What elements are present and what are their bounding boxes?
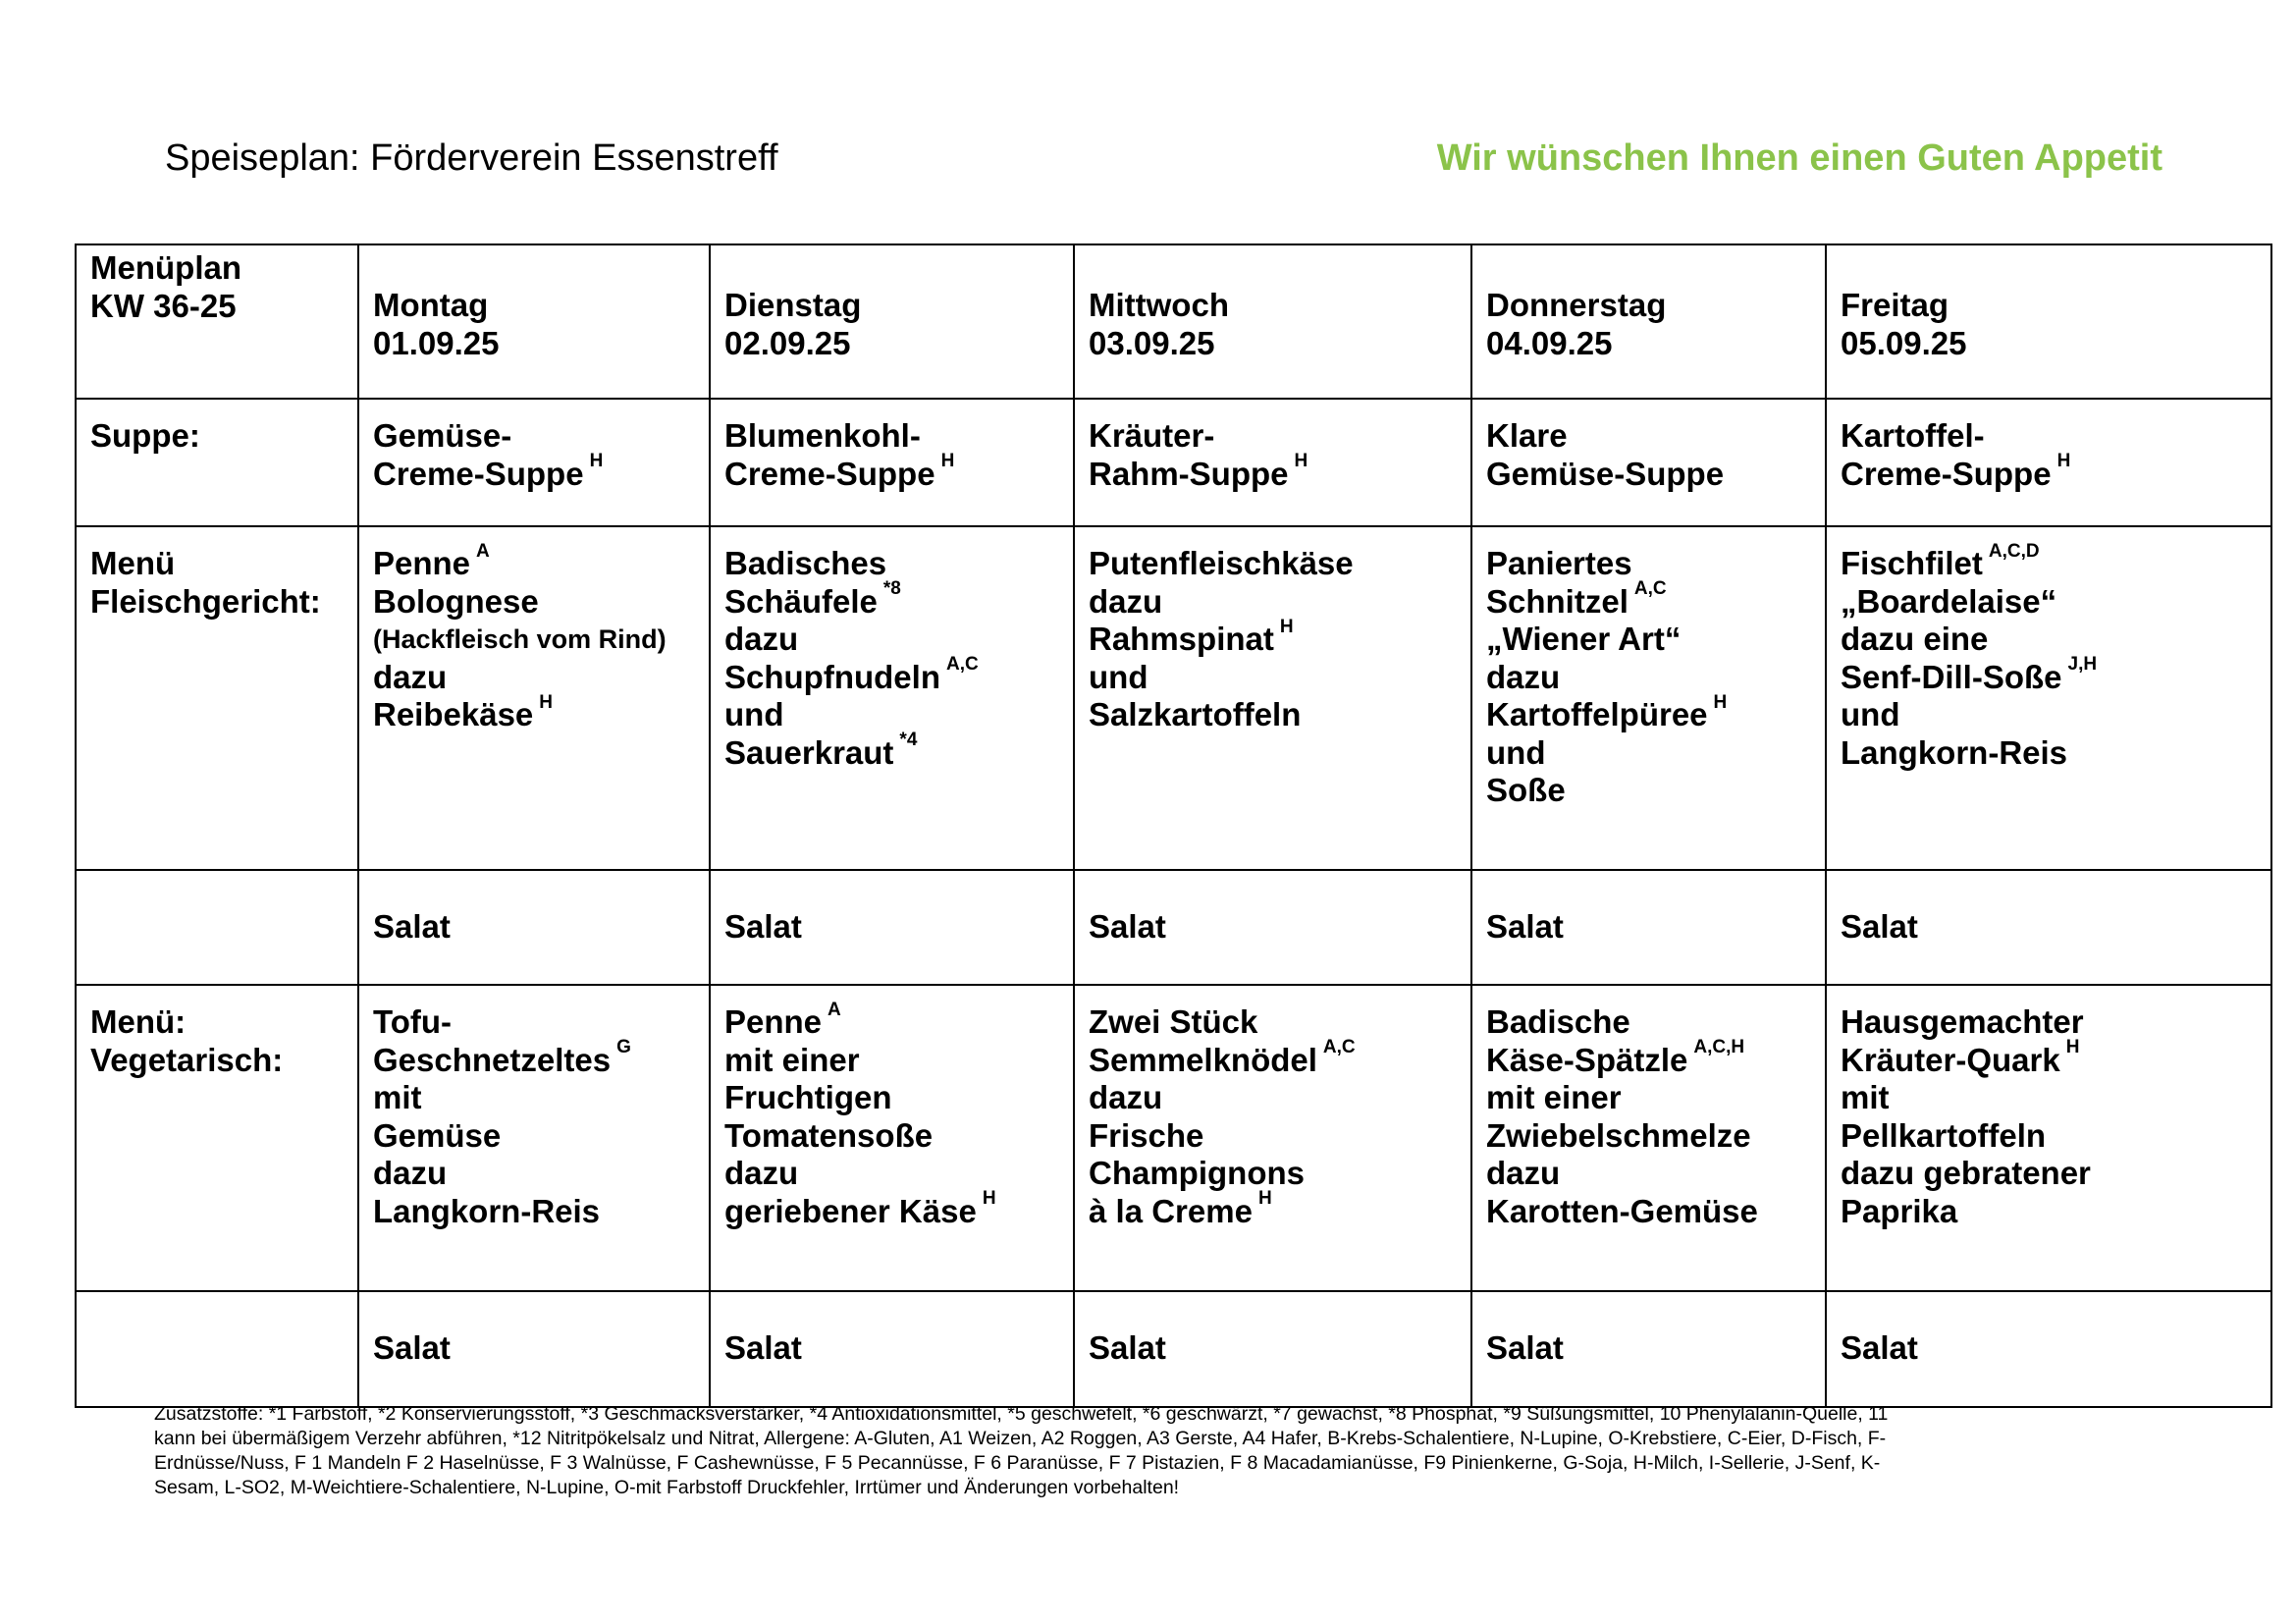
footnotes <box>154 1402 2147 1500</box>
allergen-code: G <box>616 1037 631 1058</box>
salad-row <box>76 1291 2271 1407</box>
meal-line <box>724 621 1059 659</box>
meal-line <box>373 621 695 659</box>
meal-line <box>1089 1188 1457 1231</box>
meal-text: Penne <box>373 545 471 581</box>
day-name: Mittwoch <box>1089 287 1229 323</box>
meal-text: Kartoffelpüree <box>1486 696 1708 732</box>
meal-text: Salat <box>1089 1329 1166 1366</box>
meal-line <box>724 451 1059 494</box>
meal-cell-wednesday <box>1074 985 1471 1291</box>
row-label <box>76 399 358 526</box>
footnote-line: Erdnüsse/Nuss, F 1 Mandeln F 2 Haselnüsse, F 3 Walnüsse, F Cashewnüsse, F 5 Pecannüsse, F 6 Paranüsse, F 7 Pistazien, F 8 Macadamianüsse, F9 Pinienkerne, G-Soja, H-Milch, I-Sellerie, J-Senf, K- <box>154 1452 1881 1474</box>
meal-text: Putenfleischkäse <box>1089 545 1354 581</box>
meal-text: Reibekäse <box>373 696 534 732</box>
meal-line <box>1486 1117 1811 1156</box>
meal-line <box>1841 654 2257 697</box>
meal-text: Gemüse-Suppe <box>1486 455 1725 492</box>
meal-text: Langkorn-Reis <box>373 1192 601 1229</box>
meal-text: Tofu- <box>373 1003 453 1040</box>
meal-line <box>1841 696 2257 734</box>
meal-line <box>1486 545 1811 583</box>
meal-cell-thursday <box>1471 1291 1826 1407</box>
meal-text: Rahm-Suppe <box>1089 455 1289 492</box>
meal-line <box>724 545 1059 583</box>
meal-text: dazu <box>724 1155 799 1191</box>
meal-line <box>724 696 1059 734</box>
meal-text: dazu <box>373 658 448 695</box>
meal-line <box>373 1193 695 1231</box>
meal-line <box>1841 1003 2257 1042</box>
meal-line <box>1089 659 1457 697</box>
vegetarian-row <box>76 985 2271 1291</box>
meal-line <box>1089 1117 1457 1156</box>
meal-text: dazu gebratener <box>1841 1155 2091 1191</box>
meal-line <box>1089 583 1457 622</box>
meal-text: Fischfilet <box>1841 545 1983 581</box>
meal-text: dazu <box>1089 1079 1163 1115</box>
meal-cell-thursday <box>1471 870 1826 985</box>
meal-line <box>373 1037 695 1080</box>
meal-text: Kräuter-Quark <box>1841 1041 2060 1078</box>
row-label <box>76 1291 358 1407</box>
meal-line <box>373 659 695 697</box>
allergen-code: H <box>1294 451 1308 472</box>
meal-text: Schnitzel <box>1486 582 1629 620</box>
meal-line <box>1486 1193 1811 1231</box>
meal-line <box>1089 908 1457 947</box>
day-name: Dienstag <box>724 287 862 323</box>
meal-cell-thursday <box>1471 526 1826 870</box>
meal-line <box>1486 1155 1811 1193</box>
meal-line <box>1089 417 1457 456</box>
meal-text: Blumenkohl- <box>724 417 921 454</box>
footnote-line: Sesam, L-SO2, M-Weichtiere-Schalentiere, N-Lupine, O-mit Farbstoff Druckfehler, Irrtümer und Änderungen vorbehalten! <box>154 1477 1180 1498</box>
row-label-text: Fleischgericht: <box>90 582 321 620</box>
meal-cell-tuesday <box>710 985 1074 1291</box>
week-cell <box>76 244 358 399</box>
meal-text: Salat <box>1841 908 1918 945</box>
allergen-code: H <box>2065 1037 2080 1058</box>
meal-line <box>1089 1329 1457 1368</box>
footnote-line: Zusatzstoffe: *1 Farbstoff, *2 Konservierungsstoff, *3 Geschmacksverstärker, *4 Antioxidationsmittel, *5 geschwefelt, *6 geschwärzt, *7 gewachst, *8 Phosphat, *9 Süßungsmittel, 10 Phenylalanin-Quelle, 11 <box>154 1403 1889 1425</box>
day-header-wednesday <box>1074 244 1471 399</box>
meal-text: mit <box>1841 1079 1890 1115</box>
meal-text: Klare <box>1486 417 1568 454</box>
meal-text: mit einer <box>1486 1079 1622 1115</box>
meal-text: Creme-Suppe <box>1841 455 2052 492</box>
meal-text: Pellkartoffeln <box>1841 1116 2047 1154</box>
meal-line <box>1486 578 1811 622</box>
meal-line <box>724 999 1059 1042</box>
meal-text: Creme-Suppe <box>373 455 584 492</box>
meal-cell-friday <box>1826 526 2271 870</box>
row-label-text: Vegetarisch: <box>90 1041 284 1078</box>
meal-line <box>724 1329 1059 1368</box>
meal-line <box>373 908 695 947</box>
day-date: 04.09.25 <box>1486 324 1613 361</box>
meal-text: Schupfnudeln <box>724 658 940 695</box>
meal-line <box>1841 451 2257 494</box>
meal-text: Soße <box>1486 772 1566 808</box>
allergen-code: J,H <box>2067 654 2098 676</box>
allergen-code: A,C <box>1322 1037 1356 1058</box>
day-header-friday <box>1826 244 2271 399</box>
meal-text: Paprika <box>1841 1192 1958 1229</box>
meal-text: mit einer <box>724 1041 860 1078</box>
meal-line <box>1486 908 1811 947</box>
row-label-text: Menü <box>90 545 176 581</box>
day-date: 03.09.25 <box>1089 324 1215 361</box>
meal-line <box>1486 734 1811 773</box>
meal-text: Salat <box>1089 908 1166 945</box>
day-name: Freitag <box>1841 287 1949 323</box>
meal-line <box>373 691 695 734</box>
day-header-thursday <box>1471 244 1826 399</box>
allergen-code: *4 <box>899 730 918 751</box>
meal-text: Paniertes <box>1486 545 1632 581</box>
day-name: Donnerstag <box>1486 287 1667 323</box>
meal-text: Schäufele <box>724 582 878 620</box>
allergen-code: H <box>589 451 604 472</box>
week-label: KW 36-25 <box>90 287 237 324</box>
meal-text: Bolognese <box>373 582 539 620</box>
salad-row <box>76 870 2271 985</box>
allergen-code: A,C,D <box>1988 540 2040 562</box>
meal-text: Salat <box>373 908 451 945</box>
meal-cell-friday <box>1826 870 2271 985</box>
meal-cell-thursday <box>1471 399 1826 526</box>
day-date: 01.09.25 <box>373 324 500 361</box>
footnote-line: kann bei übermäßigem Verzehr abführen, *12 Nitritpökelsalz und Nitrat, Allergene: A-Gluten, A1 Weizen, A2 Roggen, A3 Gerste, A4 Hafer, B-Krebs-Schalentiere, N-Lupine, O-Krebstiere, C-Eier, D-Fisch, F- <box>154 1428 1887 1449</box>
row-label <box>76 870 358 985</box>
meal-text: Creme-Suppe <box>724 455 935 492</box>
meal-line <box>724 578 1059 622</box>
meal-line <box>724 730 1059 773</box>
meal-cell-wednesday <box>1074 526 1471 870</box>
allergen-code: A,C <box>945 654 979 676</box>
meal-text: und <box>1089 658 1148 695</box>
meal-cell-tuesday <box>710 870 1074 985</box>
meal-line <box>1841 1155 2257 1193</box>
meal-text: Gemüse- <box>373 417 512 454</box>
meal-line <box>1841 1329 2257 1368</box>
meal-text: Hausgemachter <box>1841 1003 2084 1040</box>
meal-line <box>724 1117 1059 1156</box>
meal-cell-friday <box>1826 1291 2271 1407</box>
meal-line <box>373 583 695 622</box>
meal-cell-wednesday <box>1074 1291 1471 1407</box>
meal-line <box>1841 417 2257 456</box>
meal-line <box>1089 1037 1457 1080</box>
meal-text: Salat <box>1486 1329 1564 1366</box>
meal-text: und <box>1841 696 1900 732</box>
meal-text: Penne <box>724 1003 823 1040</box>
meat-row <box>76 526 2271 870</box>
meal-text: dazu eine <box>1841 621 1989 657</box>
soup-row <box>76 399 2271 526</box>
meal-text: Salat <box>1486 908 1564 945</box>
meal-text: Karotten-Gemüse <box>1486 1192 1758 1229</box>
row-label-text: Suppe: <box>90 417 200 454</box>
meal-line <box>724 908 1059 947</box>
meal-line <box>1089 1079 1457 1117</box>
meal-line <box>1841 1079 2257 1117</box>
meal-text: Champignons <box>1089 1155 1305 1191</box>
meal-text: Tomatensoße <box>724 1116 934 1154</box>
allergen-code: H <box>1279 616 1294 637</box>
meal-cell-monday <box>358 1291 710 1407</box>
meal-line <box>373 540 695 583</box>
meal-cell-tuesday <box>710 526 1074 870</box>
day-name: Montag <box>373 287 489 323</box>
menu-table <box>75 244 2272 1408</box>
meal-line <box>1089 1003 1457 1042</box>
meal-cell-wednesday <box>1074 399 1471 526</box>
meal-line <box>1841 583 2257 622</box>
meal-text: Geschnetzeltes <box>373 1041 612 1078</box>
meal-text: à la Creme <box>1089 1192 1253 1229</box>
meal-line <box>1486 1037 1811 1080</box>
meal-line <box>724 1042 1059 1080</box>
allergen-code: H <box>1257 1188 1272 1210</box>
meal-line <box>1486 621 1811 659</box>
meal-line <box>1089 1155 1457 1193</box>
meal-line <box>373 1117 695 1156</box>
meal-text: und <box>1486 733 1546 771</box>
row-label <box>76 526 358 870</box>
meal-line <box>1486 1003 1811 1042</box>
meal-text: Sauerkraut <box>724 733 894 771</box>
meal-text: Kartoffel- <box>1841 417 1985 454</box>
meal-text: dazu <box>1089 582 1163 620</box>
meal-text: geriebener Käse <box>724 1192 977 1229</box>
meal-text: dazu <box>1486 1155 1561 1191</box>
meal-text: Salat <box>724 908 802 945</box>
day-header-tuesday <box>710 244 1074 399</box>
meal-line <box>1841 1117 2257 1156</box>
row-label <box>76 985 358 1291</box>
allergen-code: *8 <box>882 578 901 600</box>
meal-text: Zwiebelschmelze <box>1486 1116 1751 1154</box>
meal-line <box>1486 772 1811 810</box>
meal-cell-monday <box>358 985 710 1291</box>
meal-line <box>1486 456 1811 494</box>
meal-text: Salzkartoffeln <box>1089 696 1302 732</box>
meal-line <box>1089 616 1457 659</box>
meal-line <box>373 451 695 494</box>
meal-text: Senf-Dill-Soße <box>1841 658 2062 695</box>
meal-text: Salat <box>373 1329 451 1366</box>
meal-text: dazu <box>1486 658 1561 695</box>
header-row <box>76 244 2271 399</box>
meal-cell-monday <box>358 399 710 526</box>
allergen-code: A,C <box>1633 578 1667 600</box>
meal-text: Gemüse <box>373 1116 502 1154</box>
allergen-code: A <box>476 540 490 562</box>
menuplan-label: Menüplan <box>90 249 241 286</box>
meal-line <box>373 417 695 456</box>
allergen-code: A,C,H <box>1693 1037 1745 1058</box>
meal-line <box>1486 659 1811 697</box>
meal-text: Frische <box>1089 1116 1204 1154</box>
meal-line <box>1486 691 1811 734</box>
meal-text: Rahmspinat <box>1089 621 1274 657</box>
meal-text: Zwei Stück <box>1089 1003 1258 1040</box>
meal-line <box>724 654 1059 697</box>
meal-cell-friday <box>1826 985 2271 1291</box>
meal-cell-wednesday <box>1074 870 1471 985</box>
allergen-code: A <box>828 999 841 1020</box>
meal-text: Kräuter- <box>1089 417 1215 454</box>
meal-cell-friday <box>1826 399 2271 526</box>
meal-text: mit <box>373 1079 422 1115</box>
meal-line <box>1486 417 1811 456</box>
page-title: Speiseplan: Förderverein Essenstreff <box>165 137 778 179</box>
meal-line <box>1841 540 2257 583</box>
meal-text: Badische <box>1486 1003 1630 1040</box>
meal-cell-monday <box>358 526 710 870</box>
meal-line <box>1089 696 1457 734</box>
meal-line <box>1841 1037 2257 1080</box>
meal-line <box>724 1079 1059 1117</box>
meal-line <box>724 1155 1059 1193</box>
allergen-code: H <box>940 451 955 472</box>
meal-line <box>724 417 1059 456</box>
meal-line <box>1089 545 1457 583</box>
meal-text: dazu <box>373 1155 448 1191</box>
meal-text: „Wiener Art“ <box>1486 621 1682 657</box>
meal-line <box>373 1003 695 1042</box>
meal-text: Semmelknödel <box>1089 1041 1317 1078</box>
allergen-code: H <box>1713 691 1728 713</box>
meal-text: Langkorn-Reis <box>1841 733 2068 771</box>
meal-text: Badisches <box>724 545 887 581</box>
meal-line <box>724 1188 1059 1231</box>
meal-text: dazu <box>724 621 799 657</box>
meal-line <box>373 1079 695 1117</box>
meal-line <box>1841 1193 2257 1231</box>
meal-text: Fruchtigen <box>724 1079 892 1115</box>
day-header-monday <box>358 244 710 399</box>
meal-line <box>1486 1329 1811 1368</box>
meal-line <box>1841 621 2257 659</box>
meal-line <box>1089 451 1457 494</box>
meal-line <box>1486 1079 1811 1117</box>
meal-line <box>1841 908 2257 947</box>
meal-line <box>373 1329 695 1368</box>
allergen-code: H <box>539 691 554 713</box>
meal-cell-monday <box>358 870 710 985</box>
row-label-text: Menü: <box>90 1003 187 1040</box>
meal-text: (Hackfleisch vom Rind) <box>373 624 667 654</box>
day-date: 05.09.25 <box>1841 324 1967 361</box>
slogan: Wir wünschen Ihnen einen Guten Appetit <box>1436 137 2163 179</box>
meal-cell-tuesday <box>710 1291 1074 1407</box>
day-date: 02.09.25 <box>724 324 851 361</box>
meal-cell-thursday <box>1471 985 1826 1291</box>
allergen-code: H <box>982 1188 996 1210</box>
meal-text: „Boardelaise“ <box>1841 582 2057 620</box>
meal-line <box>1841 734 2257 773</box>
allergen-code: H <box>2056 451 2071 472</box>
meal-text: Salat <box>1841 1329 1918 1366</box>
meal-text: Käse-Spätzle <box>1486 1041 1688 1078</box>
meal-text: und <box>724 696 784 732</box>
meal-cell-tuesday <box>710 399 1074 526</box>
meal-text: Salat <box>724 1329 802 1366</box>
meal-line <box>373 1155 695 1193</box>
